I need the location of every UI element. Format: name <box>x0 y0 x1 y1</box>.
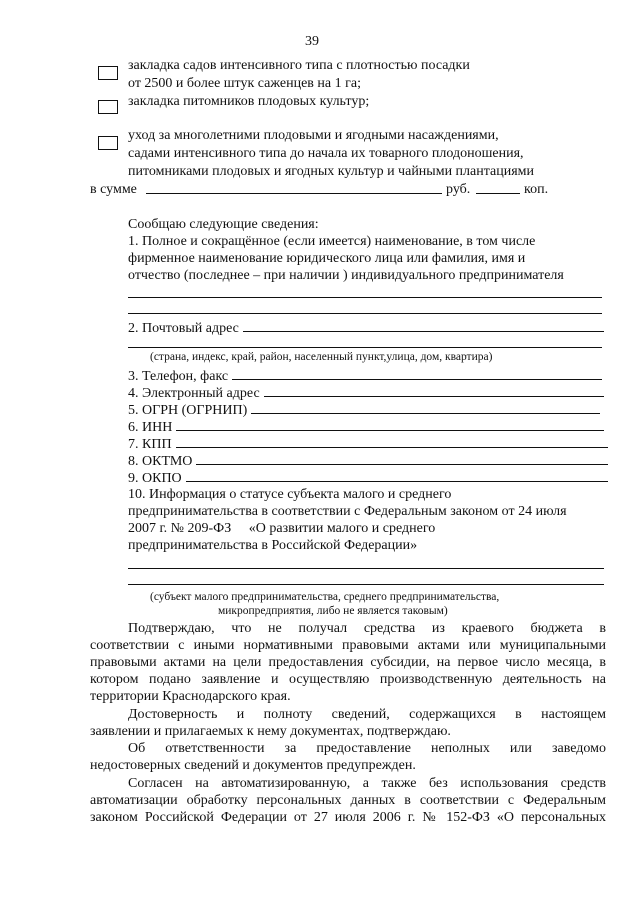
confirm-paragraph-line: Подтверждаю, что не получал средства из краевого бюджета в <box>128 621 606 636</box>
responsibility-paragraph-line: недостоверных сведений и документов предупрежден. <box>90 758 416 773</box>
field1-input-line[interactable] <box>128 297 602 298</box>
status-input-line[interactable] <box>128 568 604 569</box>
field10-label-line: 2007 г. № 209-ФЗ «О развитии малого и среднего <box>128 521 436 536</box>
accuracy-paragraph-line: Достоверность и полноту сведений, содержащихся в настоящем <box>128 707 606 722</box>
consent-paragraph-line: законом Российской Федерации от 27 июля 2006 г. № 152-ФЗ «О персональных <box>90 810 606 825</box>
sum-kop-label: коп. <box>524 182 549 197</box>
email-input[interactable] <box>264 383 604 397</box>
status-input-line[interactable] <box>128 584 604 585</box>
field10-label-line: 10. Информация о статусе субъекта малого и среднего <box>128 487 452 502</box>
sum-rub-label: руб. <box>446 182 471 197</box>
okpo-label: 9. ОКПО <box>128 471 182 486</box>
checkbox-nurseries[interactable] <box>98 100 118 114</box>
field1-label-line: 1. Полное и сокращённое (если имеется) наименование, в том числе <box>128 234 536 249</box>
field1-label-line: отчество (последнее – при наличии ) индивидуального предпринимателя <box>128 268 564 283</box>
postal-address-input[interactable] <box>243 318 604 332</box>
checkbox-plantation-care[interactable] <box>98 136 118 150</box>
accuracy-paragraph-line: заявлении и прилагаемых к нему документах, подтверждаю. <box>90 724 451 739</box>
checkbox-label-line: от 2500 и более штук саженцев на 1 га; <box>128 76 361 91</box>
field2-label: 2. Почтовый адрес <box>128 321 239 336</box>
page-number: 39 <box>305 34 319 49</box>
checkbox-label-line: питомниками плодовых и ягодных культур и чайными плантациями <box>128 164 535 179</box>
intro-text: Сообщаю следующие сведения: <box>128 217 319 232</box>
field2-hint: (страна, индекс, край, район, населенный пункт,улица, дом, квартира) <box>150 351 493 363</box>
field10-hint-line: (субъект малого предпринимательства, среднего предпринимательства, <box>150 591 500 603</box>
field10-hint-line: микропредприятия, либо не является таковым) <box>218 605 448 617</box>
confirm-paragraph-line: территории Краснодарского края. <box>90 689 291 704</box>
phone-fax-input[interactable] <box>232 366 602 380</box>
kpp-label: 7. КПП <box>128 437 172 452</box>
inn-label: 6. ИНН <box>128 420 173 435</box>
checkbox-intensive-gardens[interactable] <box>98 66 118 80</box>
okpo-input[interactable] <box>186 468 608 482</box>
confirm-paragraph-line: котором подано заявление и осуществляю производственную деятельность на <box>90 672 606 687</box>
field2-row <box>128 318 604 337</box>
phone-fax-label: 3. Телефон, факс <box>128 369 229 384</box>
confirm-paragraph-line: правовыми актами на цели предоставления субсидии, на первое число месяца, в <box>90 655 606 670</box>
email-label: 4. Электронный адрес <box>128 386 260 401</box>
responsibility-paragraph-line: Об ответственности за предоставление неполных или заведомо <box>128 741 606 756</box>
postal-address-input-line2[interactable] <box>128 347 602 348</box>
consent-paragraph-line: Согласен на автоматизированную, а также без использования средств <box>128 776 606 791</box>
field1-input-line[interactable] <box>128 313 602 314</box>
oktmo-input[interactable] <box>196 451 608 465</box>
inn-input[interactable] <box>176 417 604 431</box>
sum-label: в сумме <box>90 182 137 197</box>
sum-rub-field[interactable] <box>146 193 442 194</box>
confirm-paragraph-line: соответствии с иными нормативными правовыми актами или муниципальными <box>90 638 606 653</box>
ogrn-input[interactable] <box>251 400 600 414</box>
kpp-input[interactable] <box>176 434 608 448</box>
field10-label-line: предпринимательства в соответствии с Федеральным законом от 24 июля <box>128 504 567 519</box>
checkbox-label-line: садами интенсивного типа до начала их товарного плодоношения, <box>128 146 524 161</box>
checkbox-label-line: уход за многолетними плодовыми и ягодными насаждениями, <box>128 128 499 143</box>
okpo-row <box>128 468 608 487</box>
field1-label-line: фирменное наименование юридического лица или фамилия, имя и <box>128 251 526 266</box>
oktmo-label: 8. ОКТМО <box>128 454 193 469</box>
consent-paragraph-line: автоматизации обработку персональных данных в соответствии с Федеральным <box>90 793 606 808</box>
field10-label-line: предпринимательства в Российской Федерации» <box>128 538 418 553</box>
ogrn-label: 5. ОГРН (ОГРНИП) <box>128 403 248 418</box>
checkbox-label-line: закладка питомников плодовых культур; <box>128 94 370 109</box>
sum-kop-field[interactable] <box>476 193 520 194</box>
checkbox-label-line: закладка садов интенсивного типа с плотностью посадки <box>128 58 470 73</box>
